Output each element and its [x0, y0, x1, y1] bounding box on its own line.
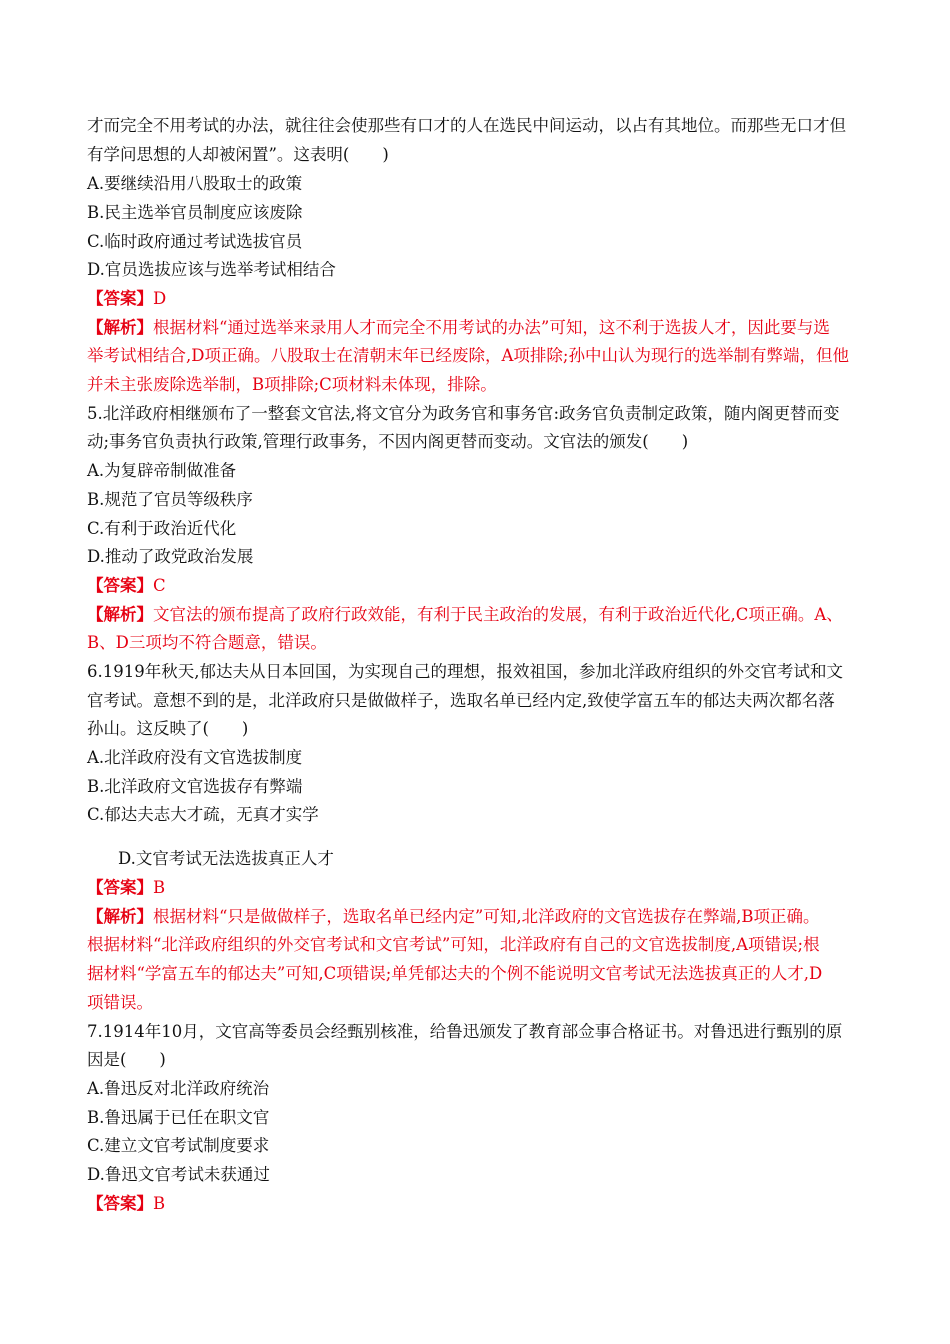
answer-tag: 【答案】 [87, 576, 153, 595]
q6-answer [87, 876, 165, 900]
q7-stem-line-2: 因是( ) [87, 1050, 166, 1069]
q6-stem-line-1: 6.1919年秋天,郁达夫从日本回国，为实现自己的理想，报效祖国，参加北洋政府组织的外交官考试和文 [87, 662, 843, 681]
q5-stem-line-2: 动;事务官负责执行政策,管理行政事务，不因内阁更替而变动。文官法的颁发( ) [87, 432, 689, 451]
q5-option-d: D.推动了政党政治发展 [87, 547, 254, 566]
q6-analysis-line-1 [87, 905, 820, 929]
q6-stem-line-3: 孙山。这反映了( ) [87, 719, 249, 738]
q4-stem-line-1: 才而完全不用考试的办法，就往往会使那些有口才的人在选民中间运动，以占有其地位。而那些无口才但 [87, 116, 846, 135]
analysis-text: 文官法的颁布提高了政府行政效能，有利于民主政治的发展，有利于政治近代化,C项正确。A、 [153, 605, 843, 624]
answer-tag: 【答案】 [87, 289, 153, 308]
analysis-tag: 【解析】 [87, 605, 153, 624]
q6-analysis-line-2: 根据材料“北洋政府组织的外交官考试和文官考试”可知，北洋政府有自己的文官选拔制度,A项错误;根 [87, 935, 820, 954]
q6-option-d: D.文官考试无法选拔真正人才 [118, 849, 334, 868]
q4-option-b: B.民主选举官员制度应该废除 [87, 203, 303, 222]
q4-stem-line-2: 有学问思想的人却被闲置”。这表明( ) [87, 145, 389, 164]
q4-analysis-line-2: 举考试相结合,D项正确。八股取士在清朝末年已经废除，A项排除;孙中山认为现行的选举制有弊端，但他 [87, 346, 849, 365]
q6-option-b: B.北洋政府文官选拔存有弊端 [87, 777, 303, 796]
analysis-tag: 【解析】 [87, 907, 153, 926]
analysis-text: 根据材料“通过选举来录用人才而完全不用考试的办法”可知，这不利于选拔人才，因此要与选 [153, 318, 830, 337]
q5-option-c: C.有利于政治近代化 [87, 519, 237, 538]
answer-value: C [153, 576, 166, 595]
q7-answer [87, 1192, 165, 1216]
q5-analysis-line-1 [87, 603, 843, 627]
q7-option-d: D.鲁迅文官考试未获通过 [87, 1165, 270, 1184]
q5-stem-line-1: 5.北洋政府相继颁布了一整套文官法,将文官分为政务官和事务官:政务官负责制定政策，随内阁更替而变 [87, 404, 840, 423]
q4-option-a: A.要继续沿用八股取士的政策 [87, 174, 303, 193]
q4-analysis-line-3: 并未主张废除选举制，B项排除;C项材料未体现，排除。 [87, 375, 497, 394]
q6-option-a: A.北洋政府没有文官选拔制度 [87, 748, 303, 767]
answer-value: D [153, 289, 167, 308]
analysis-text: 根据材料“只是做做样子，选取名单已经内定”可知,北洋政府的文官选拔存在弊端,B项正确。 [153, 907, 820, 926]
q5-analysis-line-2: B、D三项均不符合题意，错误。 [87, 633, 327, 652]
q6-option-c: C.郁达夫志大才疏，无真才实学 [87, 805, 319, 824]
q6-stem-line-2: 官考试。意想不到的是，北洋政府只是做做样子，选取名单已经内定,致使学富五车的郁达夫两次都名落 [87, 691, 835, 710]
q5-option-a: A.为复辟帝制做准备 [87, 461, 237, 480]
q7-option-c: C.建立文官考试制度要求 [87, 1136, 270, 1155]
q6-analysis-line-4: 项错误。 [87, 993, 153, 1012]
q4-option-d: D.官员选拔应该与选举考试相结合 [87, 260, 336, 279]
answer-tag: 【答案】 [87, 878, 153, 897]
analysis-tag: 【解析】 [87, 318, 153, 337]
answer-tag: 【答案】 [87, 1194, 153, 1213]
q4-analysis-line-1 [87, 316, 830, 340]
q4-answer [87, 287, 166, 311]
q6-analysis-line-3: 据材料“学富五车的郁达夫”可知,C项错误;单凭郁达夫的个例不能说明文官考试无法选拔真正的人才,D [87, 964, 823, 983]
q5-answer [87, 574, 166, 598]
q7-option-b: B.鲁迅属于已任在职文官 [87, 1108, 270, 1127]
q5-option-b: B.规范了官员等级秩序 [87, 490, 253, 509]
q4-option-c: C.临时政府通过考试选拔官员 [87, 232, 303, 251]
answer-value: B [153, 1194, 166, 1213]
q7-option-a: A.鲁迅反对北洋政府统治 [87, 1079, 270, 1098]
q7-stem-line-1: 7.1914年10月，文官高等委员会经甄别核准，给鲁迅颁发了教育部佥事合格证书。对鲁迅进行甄别的原 [87, 1022, 843, 1041]
answer-value: B [153, 878, 166, 897]
